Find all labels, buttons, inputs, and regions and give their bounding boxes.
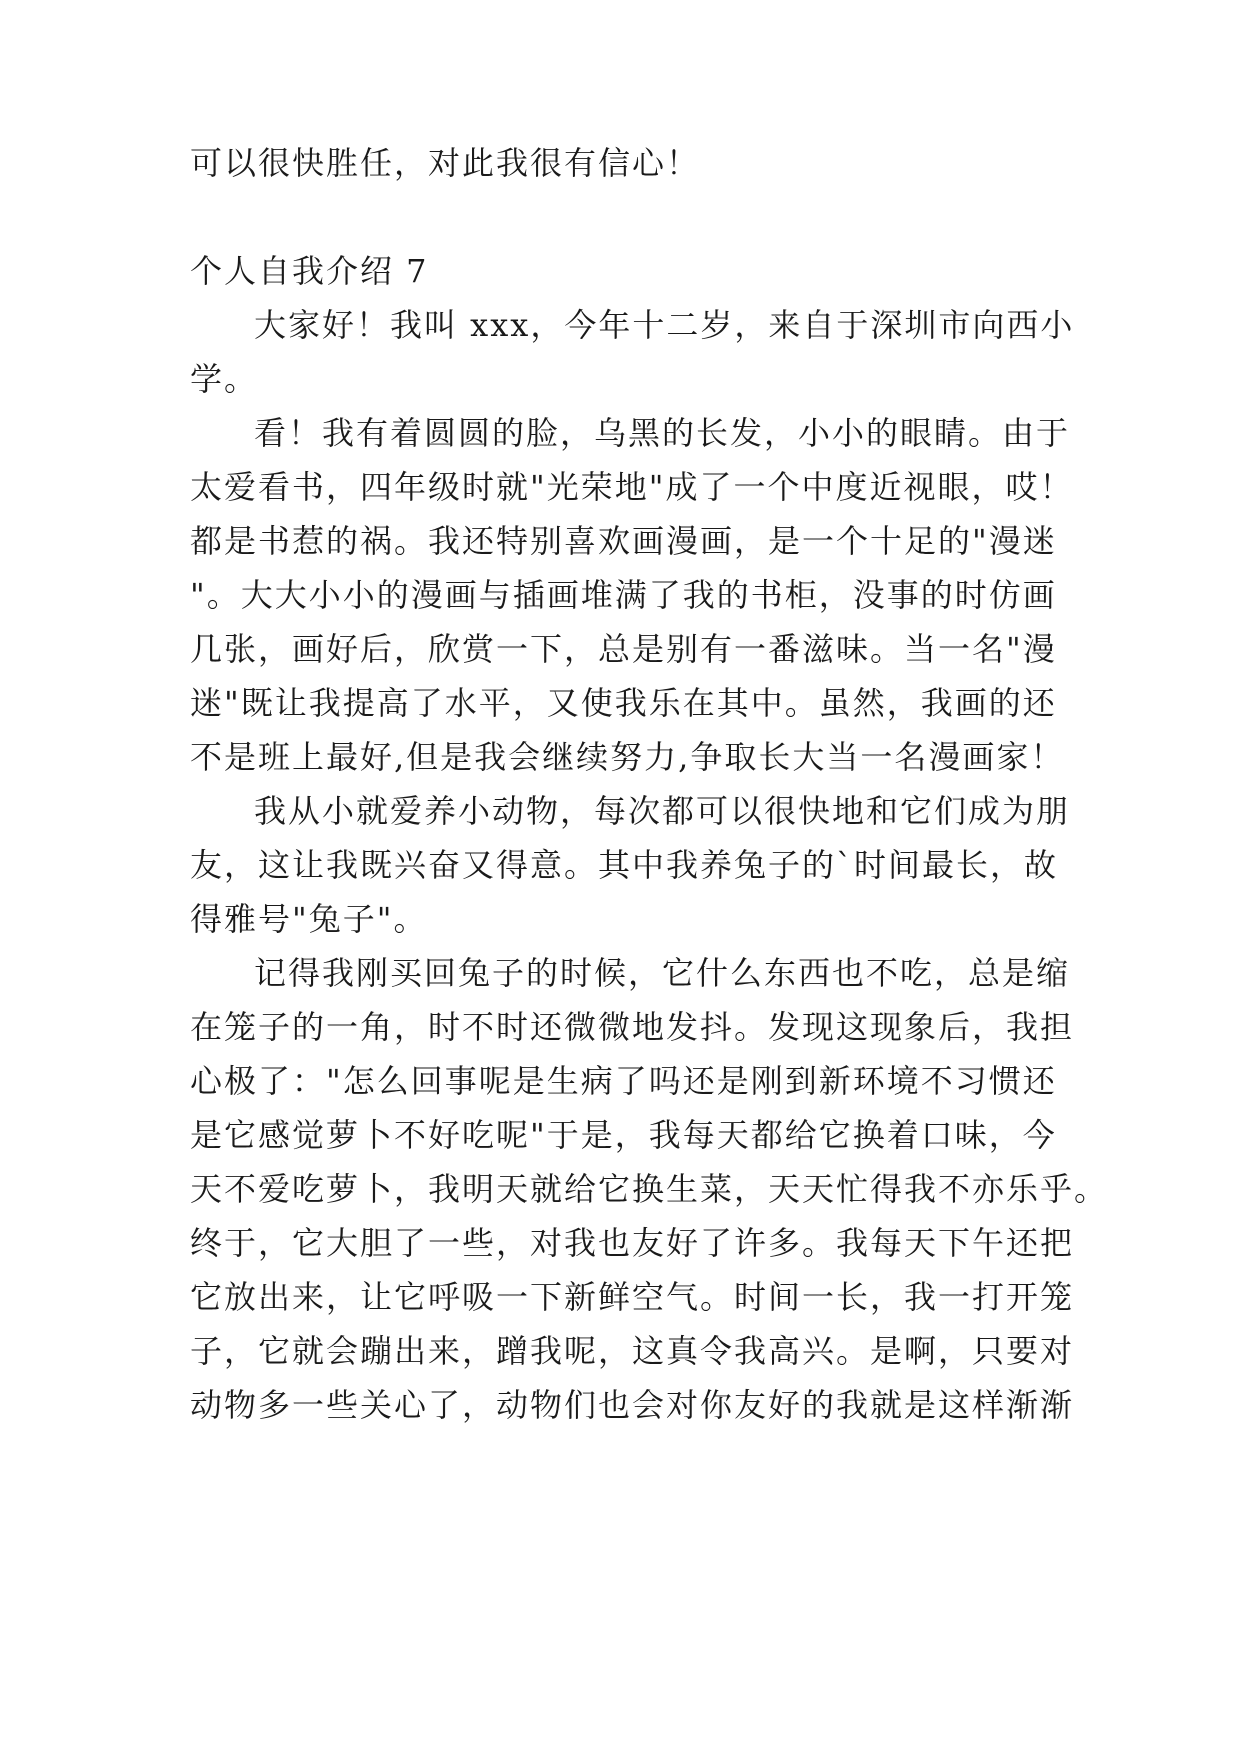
paragraph-line: "。大大小小的漫画与插画堆满了我的书柜，没事的时仿画 xyxy=(190,576,1057,614)
paragraph-line: 天不爱吃萝卜，我明天就给它换生菜，天天忙得我不亦乐乎。 xyxy=(190,1170,1109,1208)
paragraph-line: 子，它就会蹦出来，蹭我呢，这真令我高兴。是啊，只要对 xyxy=(190,1332,1075,1370)
paragraph-line: 我从小就爱养小动物，每次都可以很快地和它们成为朋 xyxy=(254,792,1071,830)
paragraph-line: 记得我刚买回兔子的时候，它什么东西也不吃，总是缩 xyxy=(254,954,1071,992)
section-title: 个人自我介绍 7 xyxy=(190,252,429,290)
paragraph-line: 动物多一些关心了，动物们也会对你友好的我就是这样渐渐 xyxy=(190,1386,1075,1424)
paragraph-line: 得雅号"兔子"。 xyxy=(190,900,428,938)
paragraph-line: 终于，它大胆了一些，对我也友好了许多。我每天下午还把 xyxy=(190,1224,1075,1262)
paragraph-line: 迷"既让我提高了水平，又使我乐在其中。虽然，我画的还 xyxy=(190,684,1057,722)
paragraph-line: 友，这让我既兴奋又得意。其中我养兔子的`时间最长，故 xyxy=(190,846,1059,884)
paragraph-line: 不是班上最好,但是我会继续努力,争取长大当一名漫画家！ xyxy=(190,738,1065,776)
paragraph-line: 大家好！我叫 xxx，今年十二岁，来自于深圳市向西小 xyxy=(254,306,1075,344)
paragraph-line: 看！我有着圆圆的脸，乌黑的长发，小小的眼睛。由于 xyxy=(254,414,1071,452)
paragraph-line: 心极了："怎么回事呢是生病了吗还是刚到新环境不习惯还 xyxy=(190,1062,1057,1100)
paragraph-line: 它放出来，让它呼吸一下新鲜空气。时间一长，我一打开笼 xyxy=(190,1278,1075,1316)
paragraph-line: 都是书惹的祸。我还特别喜欢画漫画，是一个十足的"漫迷 xyxy=(190,522,1057,560)
paragraph-line: 是它感觉萝卜不好吃呢"于是，我每天都给它换着口味，今 xyxy=(190,1116,1057,1154)
paragraph-line: 在笼子的一角，时不时还微微地发抖。发现这现象后，我担 xyxy=(190,1008,1075,1046)
paragraph-line: 太爱看书，四年级时就"光荣地"成了一个中度近视眼，哎！ xyxy=(190,468,1074,506)
paragraph-line: 几张，画好后，欣赏一下，总是别有一番滋味。当一名"漫 xyxy=(190,630,1057,668)
paragraph-line: 学。 xyxy=(190,360,259,398)
continuation-line: 可以很快胜任，对此我很有信心！ xyxy=(190,144,701,182)
